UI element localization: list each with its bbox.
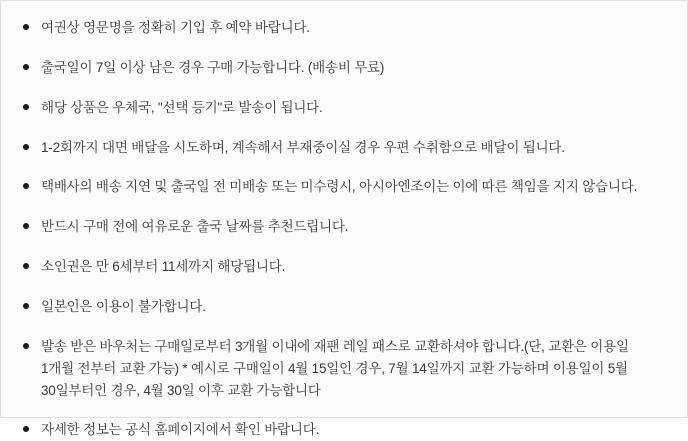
notice-item-text: 출국일이 7일 이상 남은 경우 구매 가능합니다. (배송비 무료) bbox=[41, 59, 385, 75]
list-item bbox=[19, 256, 665, 278]
notice-item-text: 반드시 구매 전에 여유로운 출국 날짜를 추천드립니다. bbox=[41, 219, 349, 235]
list-item bbox=[19, 176, 665, 198]
list-item bbox=[19, 57, 665, 79]
bullet-icon bbox=[23, 263, 29, 269]
bullet-icon bbox=[23, 24, 29, 30]
notice-item-text: 일본인은 이용이 불가합니다. bbox=[41, 299, 206, 315]
bullet-icon bbox=[23, 343, 29, 349]
list-item bbox=[19, 296, 665, 318]
notice-item-text: 자세한 정보는 공식 홈페이지에서 확인 바랍니다. bbox=[41, 422, 320, 438]
list-item bbox=[19, 17, 665, 39]
list-item bbox=[19, 216, 665, 238]
bullet-icon bbox=[23, 64, 29, 70]
notice-item-text: 소인권은 만 6세부터 11세까지 해당됩니다. bbox=[41, 259, 286, 275]
list-item bbox=[19, 419, 665, 441]
notice-item-text: 여권상 영문명을 정확히 기입 후 예약 바랍니다. bbox=[41, 20, 310, 35]
list-item bbox=[19, 97, 665, 119]
list-item bbox=[19, 137, 665, 159]
notice-item-text: 택배사의 배송 지연 및 출국일 전 미배송 또는 미수령시, 아시아엔조이는 이에 따른 책임을 지지 않습니다. bbox=[41, 179, 638, 195]
notice-list bbox=[19, 17, 665, 441]
bullet-icon bbox=[23, 303, 29, 309]
bullet-icon bbox=[23, 144, 29, 150]
bullet-icon bbox=[23, 223, 29, 229]
notice-item-text: 1-2회까지 대면 배달을 시도하며, 계속해서 부재중이실 경우 우편 수취함으로 배달이 됩니다. bbox=[41, 139, 565, 155]
notice-item-text: 발송 받은 바우처는 구매일로부터 3개월 이내에 재팬 레일 패스로 교환하셔야 합니다.(단, 교환은 이용일 1개월 전부터 교환 가능) * 예시로 구매일이 4월 15일인 경우, 7월 14일까지 교환 가능하며 이용일이 5월 30일부터인 경우, 4월 30일 이후 교환 가능합니다 bbox=[41, 338, 629, 398]
bullet-icon bbox=[23, 104, 29, 110]
list-item bbox=[19, 336, 665, 402]
notice-item-text: 해당 상품은 우체국, "선택 등기"로 발송이 됩니다. bbox=[41, 99, 323, 115]
bullet-icon bbox=[23, 183, 29, 189]
bullet-icon bbox=[23, 426, 29, 432]
